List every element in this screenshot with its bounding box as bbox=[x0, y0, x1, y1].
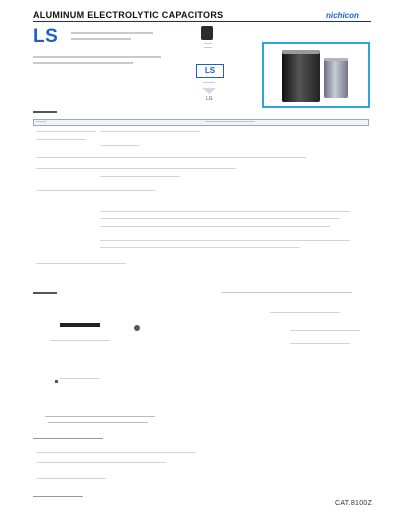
series-description-line bbox=[71, 32, 153, 34]
spec-row bbox=[36, 157, 306, 158]
spec-row bbox=[100, 131, 200, 132]
feature-bullet bbox=[33, 56, 161, 58]
spec-row bbox=[100, 218, 340, 219]
spec-row bbox=[36, 190, 156, 191]
spec-row bbox=[36, 263, 126, 264]
dimension-text bbox=[290, 330, 360, 331]
series-description-line bbox=[71, 38, 131, 40]
type-numbering-heading bbox=[222, 292, 352, 293]
spec-row bbox=[100, 240, 350, 241]
product-photo bbox=[262, 42, 370, 108]
terminal-pin-icon bbox=[55, 380, 58, 383]
footnote-line bbox=[45, 416, 155, 417]
spec-row bbox=[36, 139, 86, 140]
spec-row bbox=[36, 168, 236, 169]
catalog-title: ALUMINUM ELECTROLYTIC CAPACITORS bbox=[33, 10, 224, 20]
column-header-item bbox=[36, 121, 46, 122]
body-text-line bbox=[36, 452, 196, 453]
dimension-line bbox=[50, 340, 110, 341]
footnote-line bbox=[48, 422, 148, 423]
column-header-characteristics bbox=[205, 121, 255, 122]
drawing-heading bbox=[33, 292, 57, 294]
series-name: LS bbox=[33, 26, 59, 47]
capacitor-drawing bbox=[60, 323, 100, 327]
dimension-text bbox=[270, 312, 340, 313]
body-text-line bbox=[36, 478, 106, 479]
arrow-caption bbox=[203, 82, 215, 83]
related-series: LG bbox=[206, 96, 213, 102]
terminal-icon bbox=[201, 26, 213, 40]
dimension-text bbox=[290, 343, 350, 344]
spec-table-header bbox=[33, 119, 369, 126]
brand-logo: nichicon bbox=[326, 11, 359, 20]
spec-row bbox=[100, 226, 330, 227]
spec-row bbox=[100, 247, 300, 248]
catalog-number: CAT.8100Z bbox=[335, 500, 373, 507]
spec-row bbox=[100, 211, 350, 212]
section-heading bbox=[33, 438, 103, 439]
down-arrow-icon bbox=[202, 88, 216, 94]
feature-bullet bbox=[33, 62, 133, 64]
body-text-line bbox=[36, 462, 166, 463]
dimension-text bbox=[60, 378, 100, 379]
spec-row bbox=[100, 176, 180, 177]
icon-caption bbox=[204, 47, 212, 48]
title-rule bbox=[33, 21, 371, 22]
specifications-heading bbox=[33, 111, 57, 113]
spec-row bbox=[100, 145, 140, 146]
polarity-mark-icon bbox=[134, 325, 140, 331]
spec-row bbox=[36, 131, 96, 132]
series-box: LS bbox=[196, 64, 224, 78]
icon-caption bbox=[204, 43, 212, 44]
section-heading bbox=[33, 496, 83, 497]
